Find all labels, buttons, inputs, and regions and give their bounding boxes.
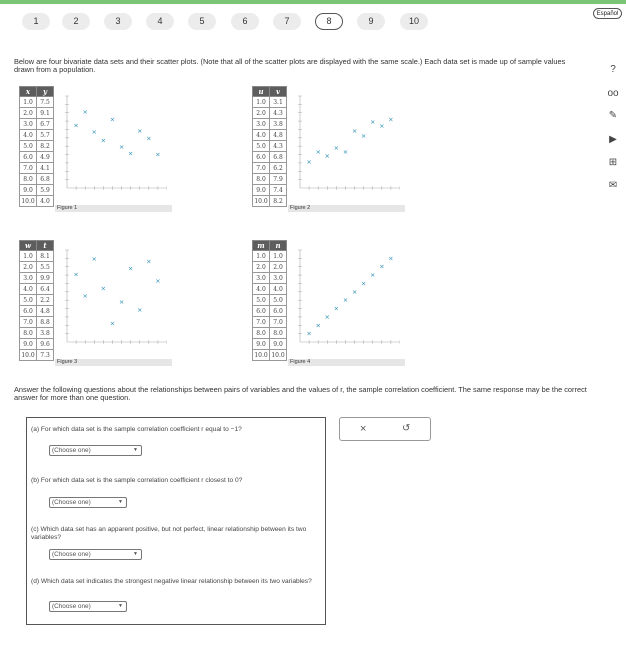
data-point: × [127,149,134,158]
step-7[interactable]: 7 [273,13,301,30]
cell-x: 1.0 [253,251,270,262]
data-point: × [306,158,312,167]
questions-panel [26,417,326,625]
table-row [20,163,54,174]
cell-y: 5.7 [37,130,54,141]
cell-x: 9.0 [20,185,37,196]
cell-y: 8.2 [37,141,54,152]
data-point: × [155,276,161,285]
cell-x: 5.0 [20,141,37,152]
cell-y: 9.6 [37,339,54,350]
column-header-y: y [37,87,54,97]
video-icon[interactable]: ▶ [609,134,617,145]
table-row [253,328,287,339]
cell-y: 9.1 [37,108,54,119]
cell-y: 6.8 [270,152,287,163]
cell-x: 6.0 [20,306,37,317]
step-6[interactable]: 6 [231,13,259,30]
cell-y: 7.0 [270,317,287,328]
table-row [253,306,287,317]
step-10[interactable]: 10 [400,13,428,30]
table-row [253,295,287,306]
step-9[interactable]: 9 [357,13,385,30]
question-a-select-value: (Choose one) [52,447,91,454]
column-header-y: n [270,241,287,251]
cell-y: 3.8 [37,328,54,339]
table-row [20,273,54,284]
data-point: × [155,150,161,159]
table-row [253,130,287,141]
cell-x: 8.0 [20,328,37,339]
data-point: × [388,115,394,124]
step-5[interactable]: 5 [188,13,216,30]
question-d: (d) Which data set indicates the strongest negative linear relationship between its two variables? [31,578,312,585]
cell-y: 5.0 [270,295,287,306]
cell-x: 9.0 [253,185,270,196]
cell-x: 3.0 [20,273,37,284]
chevron-down-icon: ▼ [118,603,123,609]
cell-y: 7.3 [37,350,54,361]
cell-x: 5.0 [20,295,37,306]
cell-y: 4.0 [270,284,287,295]
cell-y: 2.2 [37,295,54,306]
cell-y: 8.2 [270,196,287,207]
data-point: × [82,292,88,300]
table-row [20,141,54,152]
step-4[interactable]: 4 [146,13,174,30]
data-point: × [73,270,79,279]
column-header-x: u [253,87,270,97]
cell-x: 8.0 [253,174,270,185]
table-row [20,119,54,130]
cell-x: 2.0 [20,108,37,119]
cell-x: 4.0 [253,284,270,295]
table-row [253,262,287,273]
table-row [253,251,287,262]
table-row [253,97,287,108]
data-point: × [118,143,125,152]
figure-3-label: Figure 3 [55,359,172,366]
cell-y: 6.0 [270,306,287,317]
data-point: × [82,107,88,116]
data-point: × [109,115,116,124]
cell-y: 10.0 [271,351,285,359]
question-c-select[interactable] [49,549,142,560]
table-row [253,108,287,119]
data-point: × [315,321,321,330]
table-row [20,317,54,328]
notepad-icon[interactable]: ✎ [608,110,618,121]
cell-x: 7.0 [253,163,270,174]
cell-y: 3.1 [270,97,287,108]
cell-y: 7.9 [270,174,287,185]
data-point: × [146,257,152,266]
cell-x: 2.0 [20,262,37,273]
question-icon[interactable]: ? [610,64,616,75]
data-point: × [360,279,367,288]
cell-x: 10.0 [254,351,268,359]
table-row [20,295,54,306]
cell-x: 4.0 [253,130,270,141]
cell-x: 6.0 [20,152,37,163]
clear-icon[interactable]: × [360,423,367,435]
scatter-plot-figure-1 [55,90,167,192]
cell-x: 9.0 [253,339,270,350]
data-table-figure-2 [252,86,287,207]
cell-x: 3.0 [253,119,270,130]
data-point: × [388,254,394,263]
table-row [253,141,287,152]
cell-y: 4.3 [270,141,287,152]
column-header-x: m [253,241,270,251]
cell-y: 8.8 [37,317,54,328]
chevron-down-icon: ▼ [118,499,123,505]
data-point: × [351,287,358,296]
data-point: × [137,306,143,315]
cell-x: 1.0 [253,97,270,108]
question-b: (b) For which data set is the sample correlation coefficient r closest to 0? [31,477,243,484]
cell-x: 5.0 [253,295,270,306]
column-header-x: w [20,241,37,251]
data-point: × [118,297,125,306]
cell-x: 1.0 [20,97,37,108]
cell-x: 2.0 [253,262,270,273]
glasses-icon[interactable]: oo [607,88,619,99]
cell-y: 5.5 [37,262,54,273]
cell-y: 4.3 [270,108,287,119]
cell-y: 7.5 [37,97,54,108]
cell-y: 6.8 [37,174,54,185]
answer-actions [339,417,431,441]
column-header-y: v [270,87,287,97]
table-row [20,284,54,295]
data-point: × [324,312,330,321]
cell-x: 9.0 [20,339,37,350]
step-3[interactable]: 3 [104,13,132,30]
cell-y: 2.0 [270,262,287,273]
cell-y: 6.2 [270,163,287,174]
table-row [253,174,287,185]
cell-y: 1.0 [270,251,287,262]
cell-x: 8.0 [253,328,270,339]
table-row [253,339,287,350]
mail-icon[interactable]: ✉ [608,180,618,191]
table-row [20,174,54,185]
progress-bar [0,0,626,4]
question-b-select[interactable] [49,497,127,508]
cell-x: 7.0 [20,317,37,328]
cell-x: 8.0 [20,174,37,185]
table-row [20,108,54,119]
cell-x: 2.0 [253,108,270,119]
data-point: × [333,143,340,152]
data-point: × [379,262,385,271]
intro-text: Below are four bivariate data sets and their scatter plots. (Note that all of the scatter plots are displayed with the same scale.) Each data set is made up of sample values drawn from a population. [14,57,566,75]
cell-y: 9.0 [270,339,287,350]
step-1[interactable]: 1 [22,13,50,30]
cell-y: 4.8 [270,130,287,141]
calculator-icon[interactable]: ⊞ [608,157,618,168]
cell-x: 7.0 [20,163,37,174]
table-row [20,350,54,361]
data-point: × [146,134,152,143]
cell-y: 6.4 [37,284,54,295]
scatter-plot-figure-4 [288,244,400,346]
step-8-current[interactable]: 8 [315,13,343,30]
data-point: × [109,319,116,328]
question-a-select[interactable] [49,445,142,456]
cell-x: 4.0 [20,130,37,141]
data-point: × [91,255,97,264]
cell-y: 8.0 [270,328,287,339]
table-row [20,306,54,317]
table-row [253,185,287,196]
step-2[interactable]: 2 [62,13,90,30]
scatter-plot-figure-2 [288,90,400,192]
cell-y: 7.4 [270,185,287,196]
cell-x: 6.0 [253,152,270,163]
data-point: × [91,127,97,136]
answer-instructions: Answer the following questions about the relationships between pairs of variables and the values of r, the sample correlation coefficient. The same response may be the correct answer for more than one question. [14,385,587,403]
data-point: × [342,148,349,157]
table-row [253,284,287,295]
cell-y: 3.8 [270,119,287,130]
data-point: × [100,284,107,293]
table-row [20,339,54,350]
cell-x: 10.0 [254,197,268,205]
cell-y: 8.1 [37,251,54,262]
cell-x: 4.0 [20,284,37,295]
cell-x: 10.0 [21,351,35,359]
table-row [253,317,287,328]
table-row [20,97,54,108]
data-point: × [73,121,79,130]
data-point: × [360,132,367,141]
question-d-select-value: (Choose one) [52,603,91,610]
table-row [253,152,287,163]
data-point: × [333,304,340,313]
cell-y: 4.0 [37,196,54,207]
figure-2-label: Figure 2 [288,205,405,212]
table-row [20,152,54,163]
cell-x: 10.0 [21,197,35,205]
data-point: × [306,329,312,338]
data-point: × [379,122,385,131]
cell-x: 3.0 [253,273,270,284]
cell-y: 5.9 [37,185,54,196]
table-row [20,262,54,273]
table-row [253,273,287,284]
cell-y: 4.9 [37,152,54,163]
table-row [20,185,54,196]
table-row [253,350,287,361]
cell-y: 4.8 [37,306,54,317]
table-row [20,196,54,207]
data-point: × [351,127,358,136]
question-a: (a) For which data set is the sample correlation coefficient r equal to −1? [31,426,242,433]
table-row [253,119,287,130]
table-row [20,251,54,262]
chevron-down-icon: ▼ [133,551,138,557]
cell-y: 4.1 [37,163,54,174]
cell-x: 6.0 [253,306,270,317]
column-header-x: x [20,87,37,97]
cell-x: 1.0 [20,251,37,262]
question-d-select[interactable] [49,601,127,612]
table-row [20,328,54,339]
data-table-figure-4 [252,240,287,361]
data-point: × [100,136,107,145]
question-b-select-value: (Choose one) [52,499,91,506]
figure-4-label: Figure 4 [288,359,405,366]
data-point: × [127,264,134,273]
chevron-down-icon: ▼ [133,447,138,453]
column-header-y: t [37,241,54,251]
data-table-figure-3 [19,240,54,361]
question-c-select-value: (Choose one) [52,551,91,558]
table-row [253,196,287,207]
question-c: (c) Which data set has an apparent positive, but not perfect, linear relationship between its two variables? [31,526,307,541]
data-point: × [324,152,330,161]
cell-y: 6.7 [37,119,54,130]
cell-x: 3.0 [20,119,37,130]
data-point: × [370,117,376,126]
undo-icon[interactable]: ↺ [402,423,411,434]
table-row [253,163,287,174]
cell-y: 3.0 [270,273,287,284]
cell-x: 5.0 [253,141,270,152]
data-point: × [315,148,321,157]
espanol-button[interactable]: Español [593,8,622,19]
cell-y: 9.9 [37,273,54,284]
scatter-plot-figure-3 [55,244,167,346]
data-point: × [137,127,143,136]
data-table-figure-1 [19,86,54,207]
table-row [20,130,54,141]
cell-x: 7.0 [253,317,270,328]
figure-1-label: Figure 1 [55,205,172,212]
data-point: × [370,271,376,280]
data-point: × [342,296,349,305]
